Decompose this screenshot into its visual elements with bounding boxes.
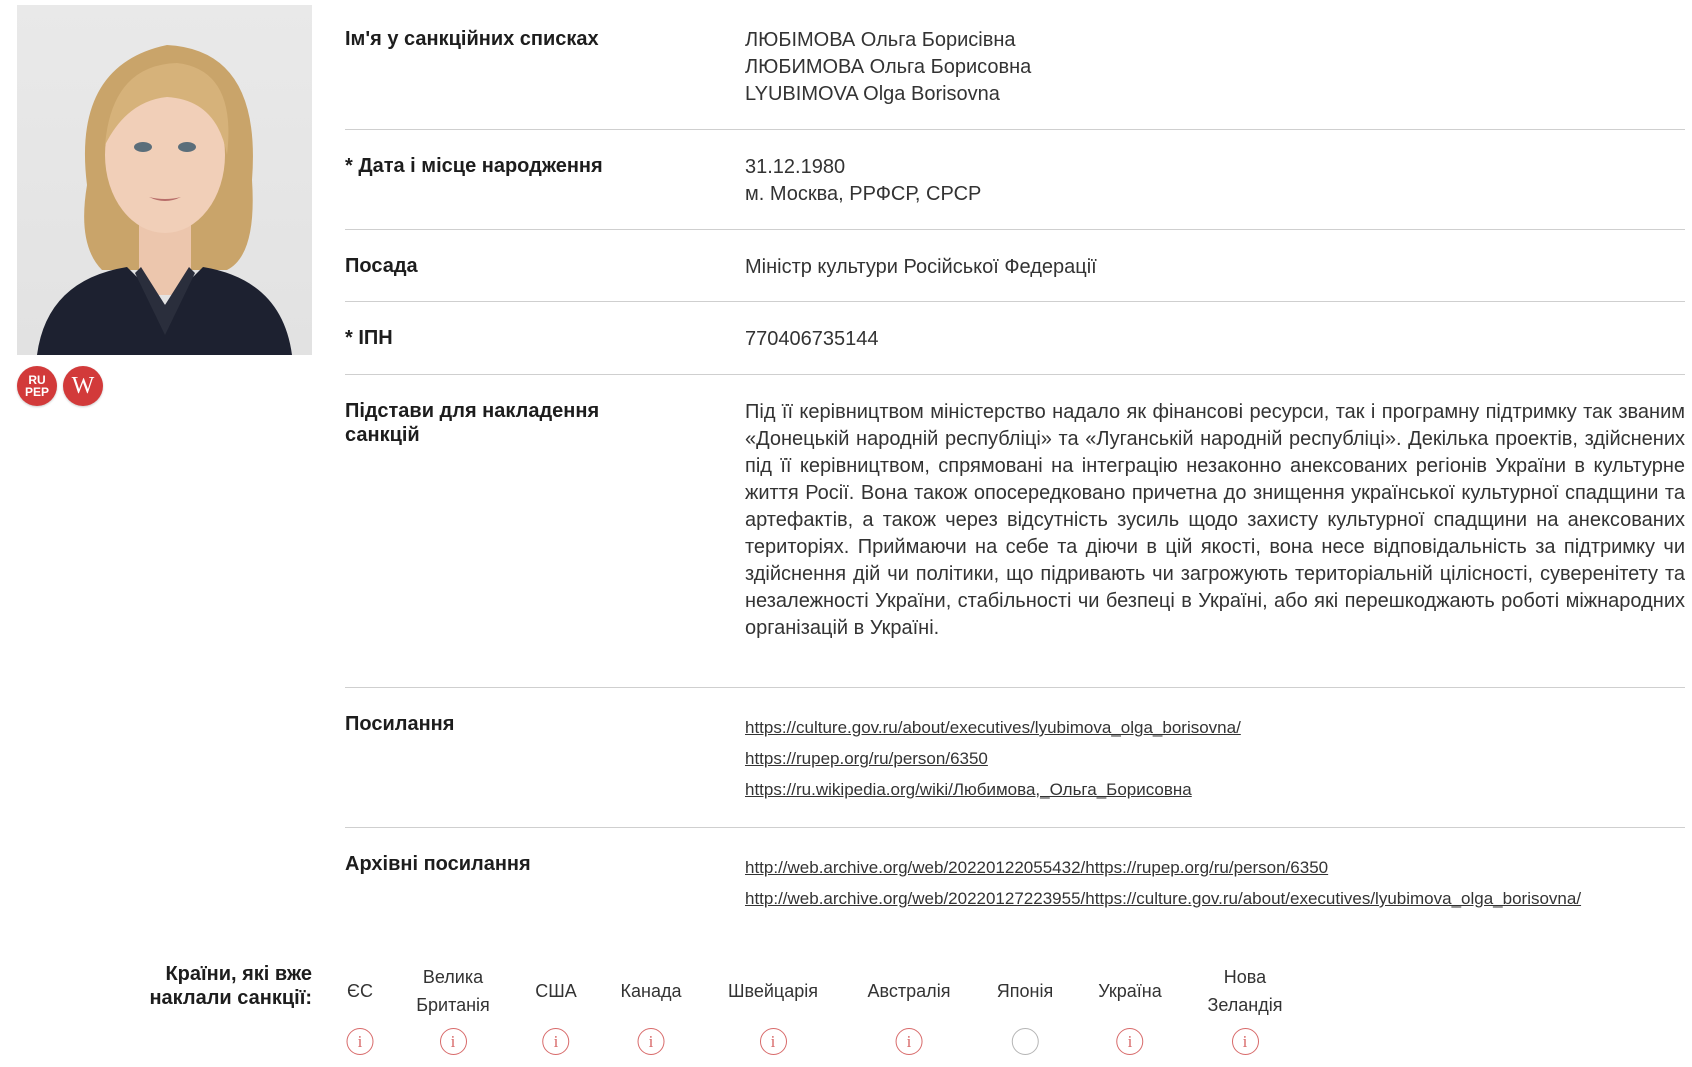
country-australia: [868, 962, 951, 1055]
info-icon[interactable]: i: [440, 1028, 467, 1055]
birth-place: м. Москва, РРФСР, СРСР: [745, 183, 982, 205]
info-icon[interactable]: i: [895, 1028, 922, 1055]
details-table: [345, 0, 1685, 928]
country-name: Австралія: [867, 981, 951, 1001]
position-value: Міністр культури Російської Федерації: [745, 256, 1097, 278]
info-icon[interactable]: i: [1232, 1028, 1259, 1055]
position-label: Посада: [345, 255, 418, 277]
country-uk: [413, 962, 493, 1055]
row-links: [345, 688, 1685, 828]
country-name: США: [535, 981, 577, 1001]
inn-label: * ІПН: [345, 327, 393, 349]
country-name: Україна: [1098, 981, 1162, 1001]
country-switzerland: [728, 962, 818, 1055]
row-grounds: [345, 375, 1685, 688]
birth-values: [745, 154, 1685, 229]
archive-label: Архівні посилання: [345, 853, 531, 875]
name-values: [745, 27, 1685, 129]
name-uk: ЛЮБІМОВА Ольга Борисівна: [745, 29, 1016, 51]
row-archive: [345, 828, 1685, 928]
name-en: LYUBIMOVA Olga Borisovna: [745, 83, 1000, 105]
country-usa: [535, 962, 577, 1055]
info-icon[interactable]: i: [638, 1028, 665, 1055]
country-canada: [621, 962, 682, 1055]
country-eu: [347, 962, 374, 1055]
profile-badges: [17, 366, 103, 406]
link-wikipedia[interactable]: https://ru.wikipedia.org/wiki/Любимова,_Ольга_Борисовна: [745, 780, 1192, 799]
name-label: Ім'я у санкційних списках: [345, 28, 599, 50]
info-icon[interactable]: i: [1116, 1028, 1143, 1055]
country-name: Японія: [996, 981, 1054, 1001]
country-japan: [997, 962, 1053, 1055]
link-rupep[interactable]: https://rupep.org/ru/person/6350: [745, 749, 988, 768]
archive-list: [745, 852, 1685, 928]
row-name: [345, 0, 1685, 130]
profile-photo: [17, 5, 312, 355]
info-icon[interactable]: i: [347, 1028, 374, 1055]
link-culture-gov[interactable]: https://culture.gov.ru/about/executives/lyubimova_olga_borisovna/: [745, 718, 1241, 737]
birth-date: 31.12.1980: [745, 156, 846, 178]
inn-value: 770406735144: [745, 328, 879, 350]
birth-label: * Дата і місце народження: [345, 155, 603, 177]
row-inn: [345, 302, 1685, 375]
country-ukraine: [1098, 962, 1161, 1055]
sanctions-label: Країни, які вже наклали санкції:: [149, 963, 312, 1009]
info-icon[interactable]: i: [542, 1028, 569, 1055]
row-birth: [345, 130, 1685, 230]
links-label: Посилання: [345, 713, 455, 735]
row-position: [345, 230, 1685, 302]
country-name: Канада: [620, 981, 682, 1001]
country-name: Швейцарія: [728, 981, 818, 1001]
country-name: Велика Британія: [416, 967, 490, 1015]
name-ru: ЛЮБИМОВА Ольга Борисовна: [745, 56, 1032, 78]
grounds-text: Під її керівництвом міністерство надало як фінансові ресурси, так і програмну підтримку так званим «Донецькій народній республіці» та «Луганській народній республіці». Декілька проектів, здійснених під її керівництвом, спрямовані на інтеграцію незаконно анексованих регіонів України в культурне життя Росії. Вона також опосередковано причетна до знищення української культурної спадщини та артефактів, а також через відсутність зусиль щодо захисту культурної спадщини на анексованих територіях. Приймаючи на себе та діючи в цій якості, вона несе відповідальність за підтримку чи здійснення дій чи політики, що підривають чи загрожують територіальній цілісності, суверенітету та незалежності України, стабільності чи безпеці в Україні, або які перешкоджають роботі міжнародних організацій в Україні.: [745, 401, 1685, 639]
rupep-icon[interactable]: RU PEP: [17, 366, 57, 406]
info-icon[interactable]: i: [760, 1028, 787, 1055]
wikipedia-icon[interactable]: W: [63, 366, 103, 406]
grounds-label: Підстави для накладення санкцій: [345, 400, 600, 446]
country-name: ЄС: [347, 981, 373, 1001]
country-name: Нова Зеландія: [1207, 967, 1283, 1015]
links-list: [745, 712, 1685, 827]
country-new-zealand: [1200, 962, 1290, 1055]
archive-link-culture-gov[interactable]: http://web.archive.org/web/20220127223955/https://culture.gov.ru/about/executives/lyubimova_olga_borisovna/: [745, 889, 1582, 908]
empty-circle-icon: [1011, 1028, 1038, 1055]
portrait-illustration: [17, 5, 312, 355]
archive-link-rupep[interactable]: http://web.archive.org/web/20220122055432/https://rupep.org/ru/person/6350: [745, 858, 1329, 877]
